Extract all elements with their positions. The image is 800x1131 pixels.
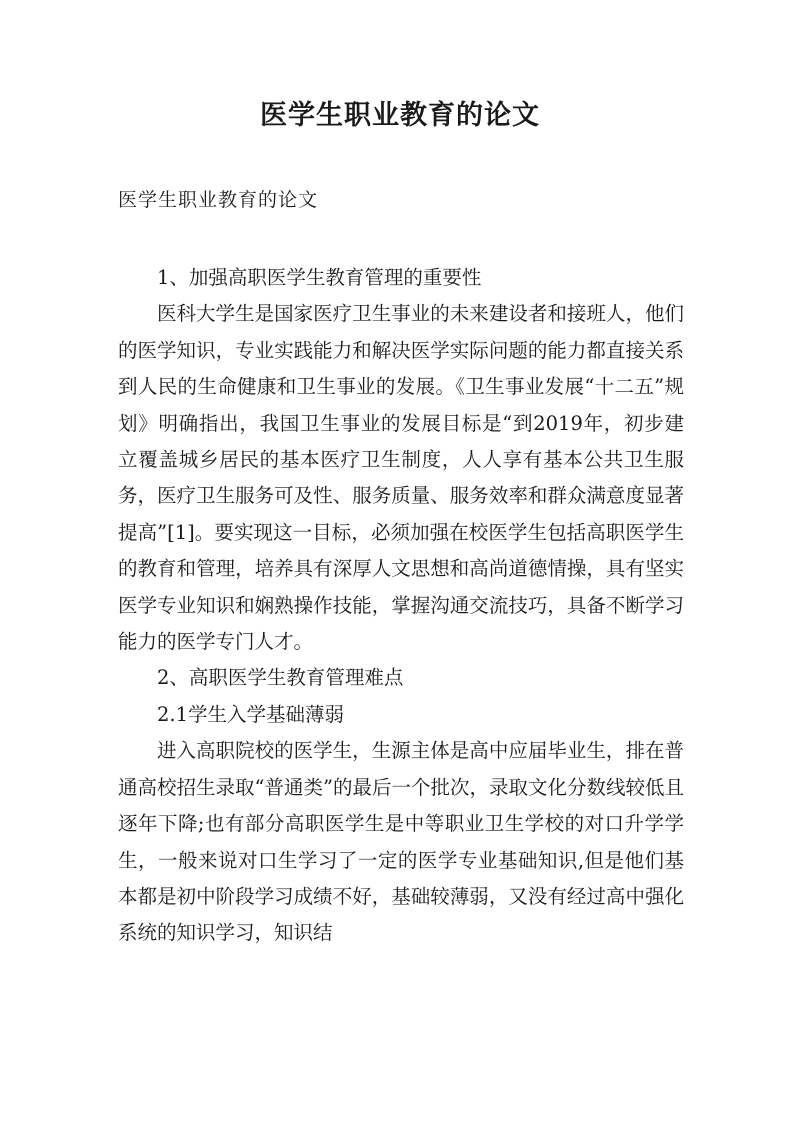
subsection-heading-2-1: 2.1学生入学基础薄弱 [157,702,345,726]
document-title: 医学生职业教育的论文 [260,100,540,131]
document-body [118,260,684,952]
section-heading-2: 2、高职医学生教育管理难点 [157,666,404,690]
document-subtitle: 医学生职业教育的论文 [118,189,319,211]
section-heading-1: 1、加强高职医学生教育管理的重要性 [157,266,482,289]
body-paragraph-1: 医科大学生是国家医疗卫生事业的未来建设者和接班人，他们的医学知识，专业实践能力和解决医学实际问题的能力都直接关系到人民的生命健康和卫生事业的发展。《卫生事业发展“十二五”规划》明确指出，我国卫生事业的发展目标是“到2019年，初步建立覆盖城乡居民的基本医疗卫生制度，人人享有基本公共卫生服务，医疗卫生服务可及性、服务质量、服务效率和群众满意度显著提高”[1]。要实现这一目标，必须加强在校医学生包括高职医学生的教育和管理，培养具有深厚人文思想和高尚道德情操，具有坚实医学专业知识和娴熟操作技能，掌握沟通交流技巧，具备不断学习能力的医学专门人才。 [118,302,684,654]
body-paragraph-2: 进入高职院校的医学生，生源主体是高中应届毕业生，排在普通高校招生录取“普通类”的最后一个批次，录取文化分数线较低且逐年下降;也有部分高职医学生是中等职业卫生学校的对口升学学生，一般来说对口生学习了一定的医学专业基础知识,但是他们基本都是初中阶段学习成绩不好，基础较薄弱，又没有经过高中强化系统的知识学习，知识结 [118,739,684,945]
